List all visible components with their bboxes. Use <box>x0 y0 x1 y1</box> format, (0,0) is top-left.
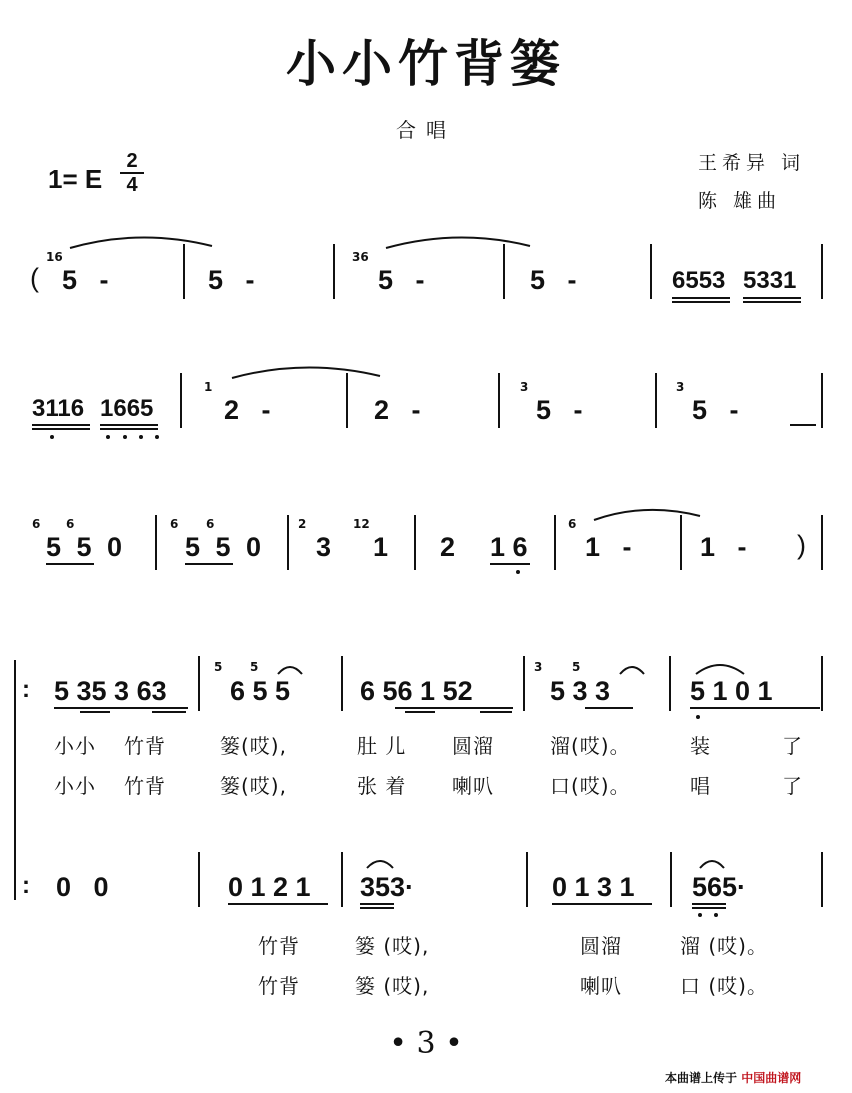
composer-credit: 陈 雄曲 <box>698 190 782 212</box>
lyric-syllable: 喇叭 <box>452 774 494 798</box>
grace-note: 2 <box>298 517 307 531</box>
dot <box>696 715 700 719</box>
measure: 5 5 0 <box>46 532 127 562</box>
lyric-syllable: 口(哎)。 <box>550 774 631 798</box>
upload-credit <box>665 1069 801 1086</box>
measure: 5 - <box>62 265 109 295</box>
measure: 5 - <box>536 395 583 425</box>
lyric-syllable: 装 <box>690 734 711 758</box>
time-numerator: 2 <box>120 150 144 174</box>
measure: 6553 <box>672 267 726 294</box>
measure: 5 - <box>692 395 739 425</box>
dot <box>50 435 54 439</box>
grace-note: 16 <box>46 250 63 264</box>
grace-note: 6 <box>568 517 577 531</box>
grace-note: 5 <box>250 660 259 674</box>
lyric-syllable: 肚 儿 <box>357 734 407 758</box>
lyric-syllable: 圆溜 <box>452 734 494 758</box>
grace-note: 36 <box>352 250 369 264</box>
upload-credit-text: 本曲谱上传于 <box>665 1071 738 1085</box>
page-number: • 3 • <box>389 1026 463 1061</box>
grace-note: 6 <box>170 517 179 531</box>
slur <box>70 237 212 248</box>
measure: 565· <box>692 872 747 902</box>
measure: 5 - <box>378 265 425 295</box>
note: 1 <box>373 532 389 562</box>
measure: 5 35 3 63 <box>54 676 167 706</box>
lyric-syllable: 张 着 <box>357 774 407 798</box>
lyric-syllable: 唱 <box>690 774 711 798</box>
measure: 0 1 3 1 <box>552 872 635 902</box>
song-subtitle: 合唱 <box>396 118 456 142</box>
measure: 0 1 2 1 <box>228 872 311 902</box>
slur <box>620 667 644 674</box>
measure: 5 3 3 <box>550 676 611 706</box>
measure: 2 - <box>224 395 271 425</box>
lyric-syllable: 竹背 <box>258 934 300 958</box>
measure: 2 - <box>374 395 421 425</box>
lyric-syllable: 小小 <box>54 774 96 798</box>
dot <box>155 435 159 439</box>
lyric-syllable: 小小 <box>54 734 96 758</box>
grace-note: 6 <box>32 517 41 531</box>
lyric-syllable: 了 <box>782 734 803 758</box>
grace-note: 12 <box>353 517 370 531</box>
slur <box>386 237 530 248</box>
lyric-syllable: 溜 (哎)。 <box>680 934 768 958</box>
slur <box>232 367 380 378</box>
measure: 5 1 0 1 <box>690 676 773 706</box>
measure: 5 - <box>530 265 577 295</box>
measure: 1665 <box>100 395 154 422</box>
grace-note: 3 <box>534 660 543 674</box>
grace-note: 1 <box>204 380 213 394</box>
lyric-syllable: 竹背 <box>124 774 166 798</box>
lyric-syllable: 篓 (哎), <box>355 974 430 998</box>
slur <box>696 665 744 674</box>
lyric-syllable: 圆溜 <box>580 934 622 958</box>
measure: 5 - <box>208 265 255 295</box>
repeat-sign: : <box>22 676 30 703</box>
song-title: 小小竹背篓 <box>286 34 566 93</box>
measure: 6 5 5 <box>230 676 291 706</box>
slur <box>700 861 724 868</box>
close-paren: ) <box>797 530 806 560</box>
lyric-syllable: 喇叭 <box>580 974 622 998</box>
lyric-syllable: 篓(哎), <box>220 774 287 798</box>
note: 3 <box>316 532 332 562</box>
dot <box>123 435 127 439</box>
grace-note: 5 <box>214 660 223 674</box>
slur <box>278 667 302 674</box>
time-denominator: 4 <box>126 174 138 196</box>
measure: 1 6 <box>490 532 528 562</box>
dot <box>139 435 143 439</box>
grace-note: 5 <box>572 660 581 674</box>
measure: 353· <box>360 872 415 902</box>
open-paren: ( <box>30 263 39 293</box>
lyric-syllable: 篓 (哎), <box>355 934 430 958</box>
measure: 1 - <box>700 532 747 562</box>
lyric-syllable: 口 (哎)。 <box>680 974 768 998</box>
site-logo-text: 中国曲谱网 <box>741 1071 802 1085</box>
measure: 0 0 <box>56 872 109 902</box>
repeat-sign: : <box>22 872 30 899</box>
grace-note: 6 <box>66 517 75 531</box>
measure: 3116 <box>32 395 85 422</box>
lyric-syllable: 竹背 <box>258 974 300 998</box>
measure: 5331 <box>743 267 797 294</box>
measure: 6 56 1 52 <box>360 676 473 706</box>
dot <box>106 435 110 439</box>
lyric-syllable: 竹背 <box>124 734 166 758</box>
measure: 5 5 0 <box>185 532 266 562</box>
dot <box>714 913 718 917</box>
dot <box>698 913 702 917</box>
slur <box>367 861 393 868</box>
lyricist-credit: 王希异 词 <box>698 152 806 174</box>
lyric-syllable: 篓(哎), <box>220 734 287 758</box>
grace-note: 6 <box>206 517 215 531</box>
key-signature: 1= E <box>48 164 103 194</box>
lyric-syllable: 溜(哎)。 <box>550 734 631 758</box>
dot <box>516 570 520 574</box>
measure: 1 - <box>585 532 632 562</box>
grace-note: 3 <box>676 380 685 394</box>
grace-note: 3 <box>520 380 529 394</box>
slur <box>594 510 700 520</box>
lyric-syllable: 了 <box>782 774 803 798</box>
note: 2 <box>440 532 456 562</box>
